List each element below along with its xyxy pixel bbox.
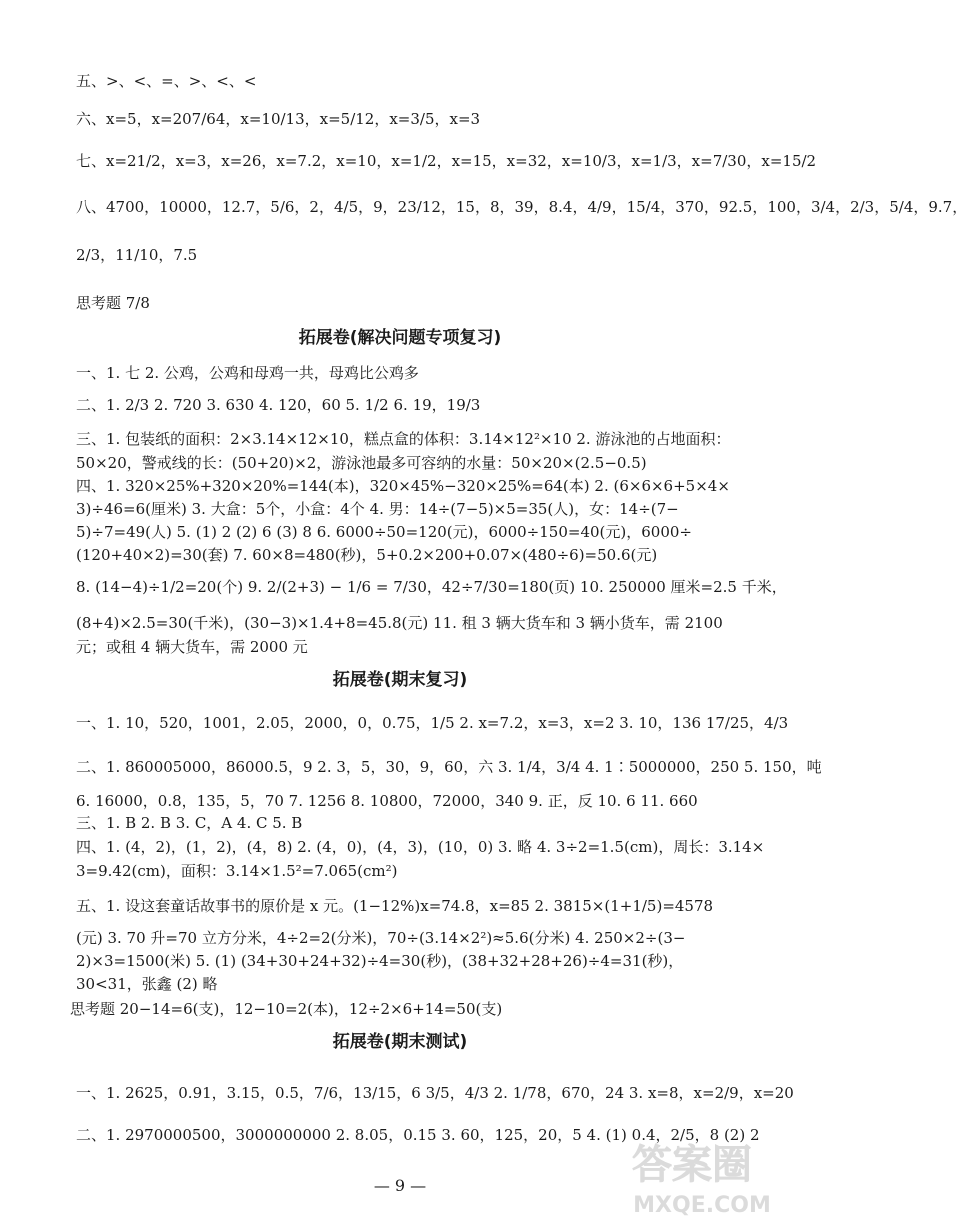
answer-line: 五、1. 设这套童话故事书的原价是 x 元。(1−12%)x=74.8，x=85 2. 3815×(1+1/5)=4578 bbox=[76, 897, 714, 915]
answer-line: 元；或租 4 辆大货车，需 2000 元 bbox=[76, 638, 308, 656]
answer-line: 三、1. 包装纸的面积：2×3.14×12×10，糕点盒的体积：3.14×12²×10 2. 游泳池的占地面积： bbox=[76, 430, 731, 448]
answer-line: 七、x=21/2，x=3，x=26，x=7.2，x=10，x=1/2，x=15，x=32，x=10/3，x=1/3，x=7/30，x=15/2 bbox=[76, 152, 817, 170]
answer-line: 三、1. B 2. B 3. C，A 4. C 5. B bbox=[76, 814, 303, 832]
answer-line: 四、1. 320×25%+320×20%=144(本)，320×45%−320×25%=64(本) 2. (6×6×6+5×4× bbox=[76, 477, 730, 495]
section-title: 拓展卷(期末测试) bbox=[332, 1032, 468, 1052]
answer-line: 2/3，11/10，7.5 bbox=[76, 246, 198, 264]
answer-line: 一、1. 10，520，1001，2.05，2000，0，0.75，1/5 2. x=7.2，x=3，x=2 3. 10，136 17/25，4/3 bbox=[76, 714, 789, 732]
answer-line: 3)÷46=6(厘米) 3. 大盒：5个，小盒：4个 4. 男：14÷(7−5)×5=35(人)，女：14÷(7− bbox=[76, 500, 679, 518]
svg-text:MXQE.COM: MXQE.COM bbox=[633, 1193, 771, 1218]
answer-line: 二、1. 2970000500，3000000000 2. 8.05，0.15 3. 60，125，20，5 4. (1) 0.4，2/5，8 (2) 2 bbox=[76, 1126, 760, 1144]
answer-line: 50×20，警戒线的长：(50+20)×2，游泳池最多可容纳的水量：50×20×(2.5−0.5) bbox=[76, 454, 647, 472]
answer-line: 30<31，张鑫 (2) 略 bbox=[76, 975, 218, 993]
answer-line: 8. (14−4)÷1/2=20(个) 9. 2/(2+3) − 1/6 = 7/30，42÷7/30=180(页) 10. 250000 厘米=2.5 千米， bbox=[76, 578, 787, 596]
answer-line: 思考题 20−14=6(支)，12−10=2(本)，12÷2×6+14=50(支) bbox=[70, 1000, 503, 1018]
answer-line: 5)÷7=49(人) 5. (1) 2 (2) 6 (3) 8 6. 6000÷50=120(元)，6000÷150=40(元)，6000÷ bbox=[76, 523, 692, 541]
answer-line: (120+40×2)=30(套) 7. 60×8=480(秒)，5+0.2×200+0.07×(480÷6)=50.6(元) bbox=[76, 546, 658, 564]
answer-line: 思考题 7/8 bbox=[76, 294, 150, 312]
watermark-logo bbox=[592, 1130, 792, 1218]
answer-line: (元) 3. 70 升=70 立方分米，4÷2=2(分米)，70÷(3.14×2²)≈5.6(分米) 4. 250×2÷(3− bbox=[76, 929, 686, 947]
answer-line: (8+4)×2.5=30(千米)，(30−3)×1.4+8=45.8(元) 11. 租 3 辆大货车和 3 辆小货车，需 2100 bbox=[76, 614, 723, 632]
answer-line: 2)×3=1500(米) 5. (1) (34+30+24+32)÷4=30(秒)，(38+32+28+26)÷4=31(秒)， bbox=[76, 952, 684, 970]
page-number: — 9 — bbox=[373, 1176, 427, 1195]
answer-line: 八、4700，10000，12.7，5/6，2，4/5，9，23/12，15，8，39，8.4，4/9，15/4，370，92.5，100，3/4，2/3，5/4，9.7， bbox=[76, 198, 967, 216]
answer-line: 四、1. (4，2)，(1，2)，(4，8) 2. (4，0)，(4，3)，(10，0) 3. 略 4. 3÷2=1.5(cm)，周长：3.14× bbox=[76, 838, 765, 856]
answer-line: 二、1. 860005000，86000.5，9 2. 3，5，30，9，60，六 3. 1/4，3/4 4. 1∶5000000，250 5. 150，吨 bbox=[76, 758, 822, 776]
answer-line: 五、>、<、=、>、<、< bbox=[76, 72, 257, 90]
answer-line: 一、1. 七 2. 公鸡，公鸡和母鸡一共，母鸡比公鸡多 bbox=[76, 364, 419, 382]
answer-line: 六、x=5，x=207/64，x=10/13，x=5/12，x=3/5，x=3 bbox=[76, 110, 481, 128]
answer-line: 3=9.42(cm)，面积：3.14×1.5²=7.065(cm²) bbox=[76, 862, 398, 880]
answer-line: 一、1. 2625，0.91，3.15，0.5，7/6，13/15，6 3/5，4/3 2. 1/78，670，24 3. x=8，x=2/9，x=20 bbox=[76, 1084, 794, 1102]
section-title: 拓展卷(期末复习) bbox=[332, 670, 468, 690]
answer-line: 6. 16000，0.8，135，5，70 7. 1256 8. 10800，72000，340 9. 正，反 10. 6 11. 660 bbox=[76, 792, 698, 810]
svg-text:答案圈: 答案圈 bbox=[632, 1142, 752, 1188]
section-title: 拓展卷(解决问题专项复习) bbox=[298, 328, 502, 348]
answer-line: 二、1. 2/3 2. 720 3. 630 4. 120，60 5. 1/2 6. 19，19/3 bbox=[76, 396, 481, 414]
